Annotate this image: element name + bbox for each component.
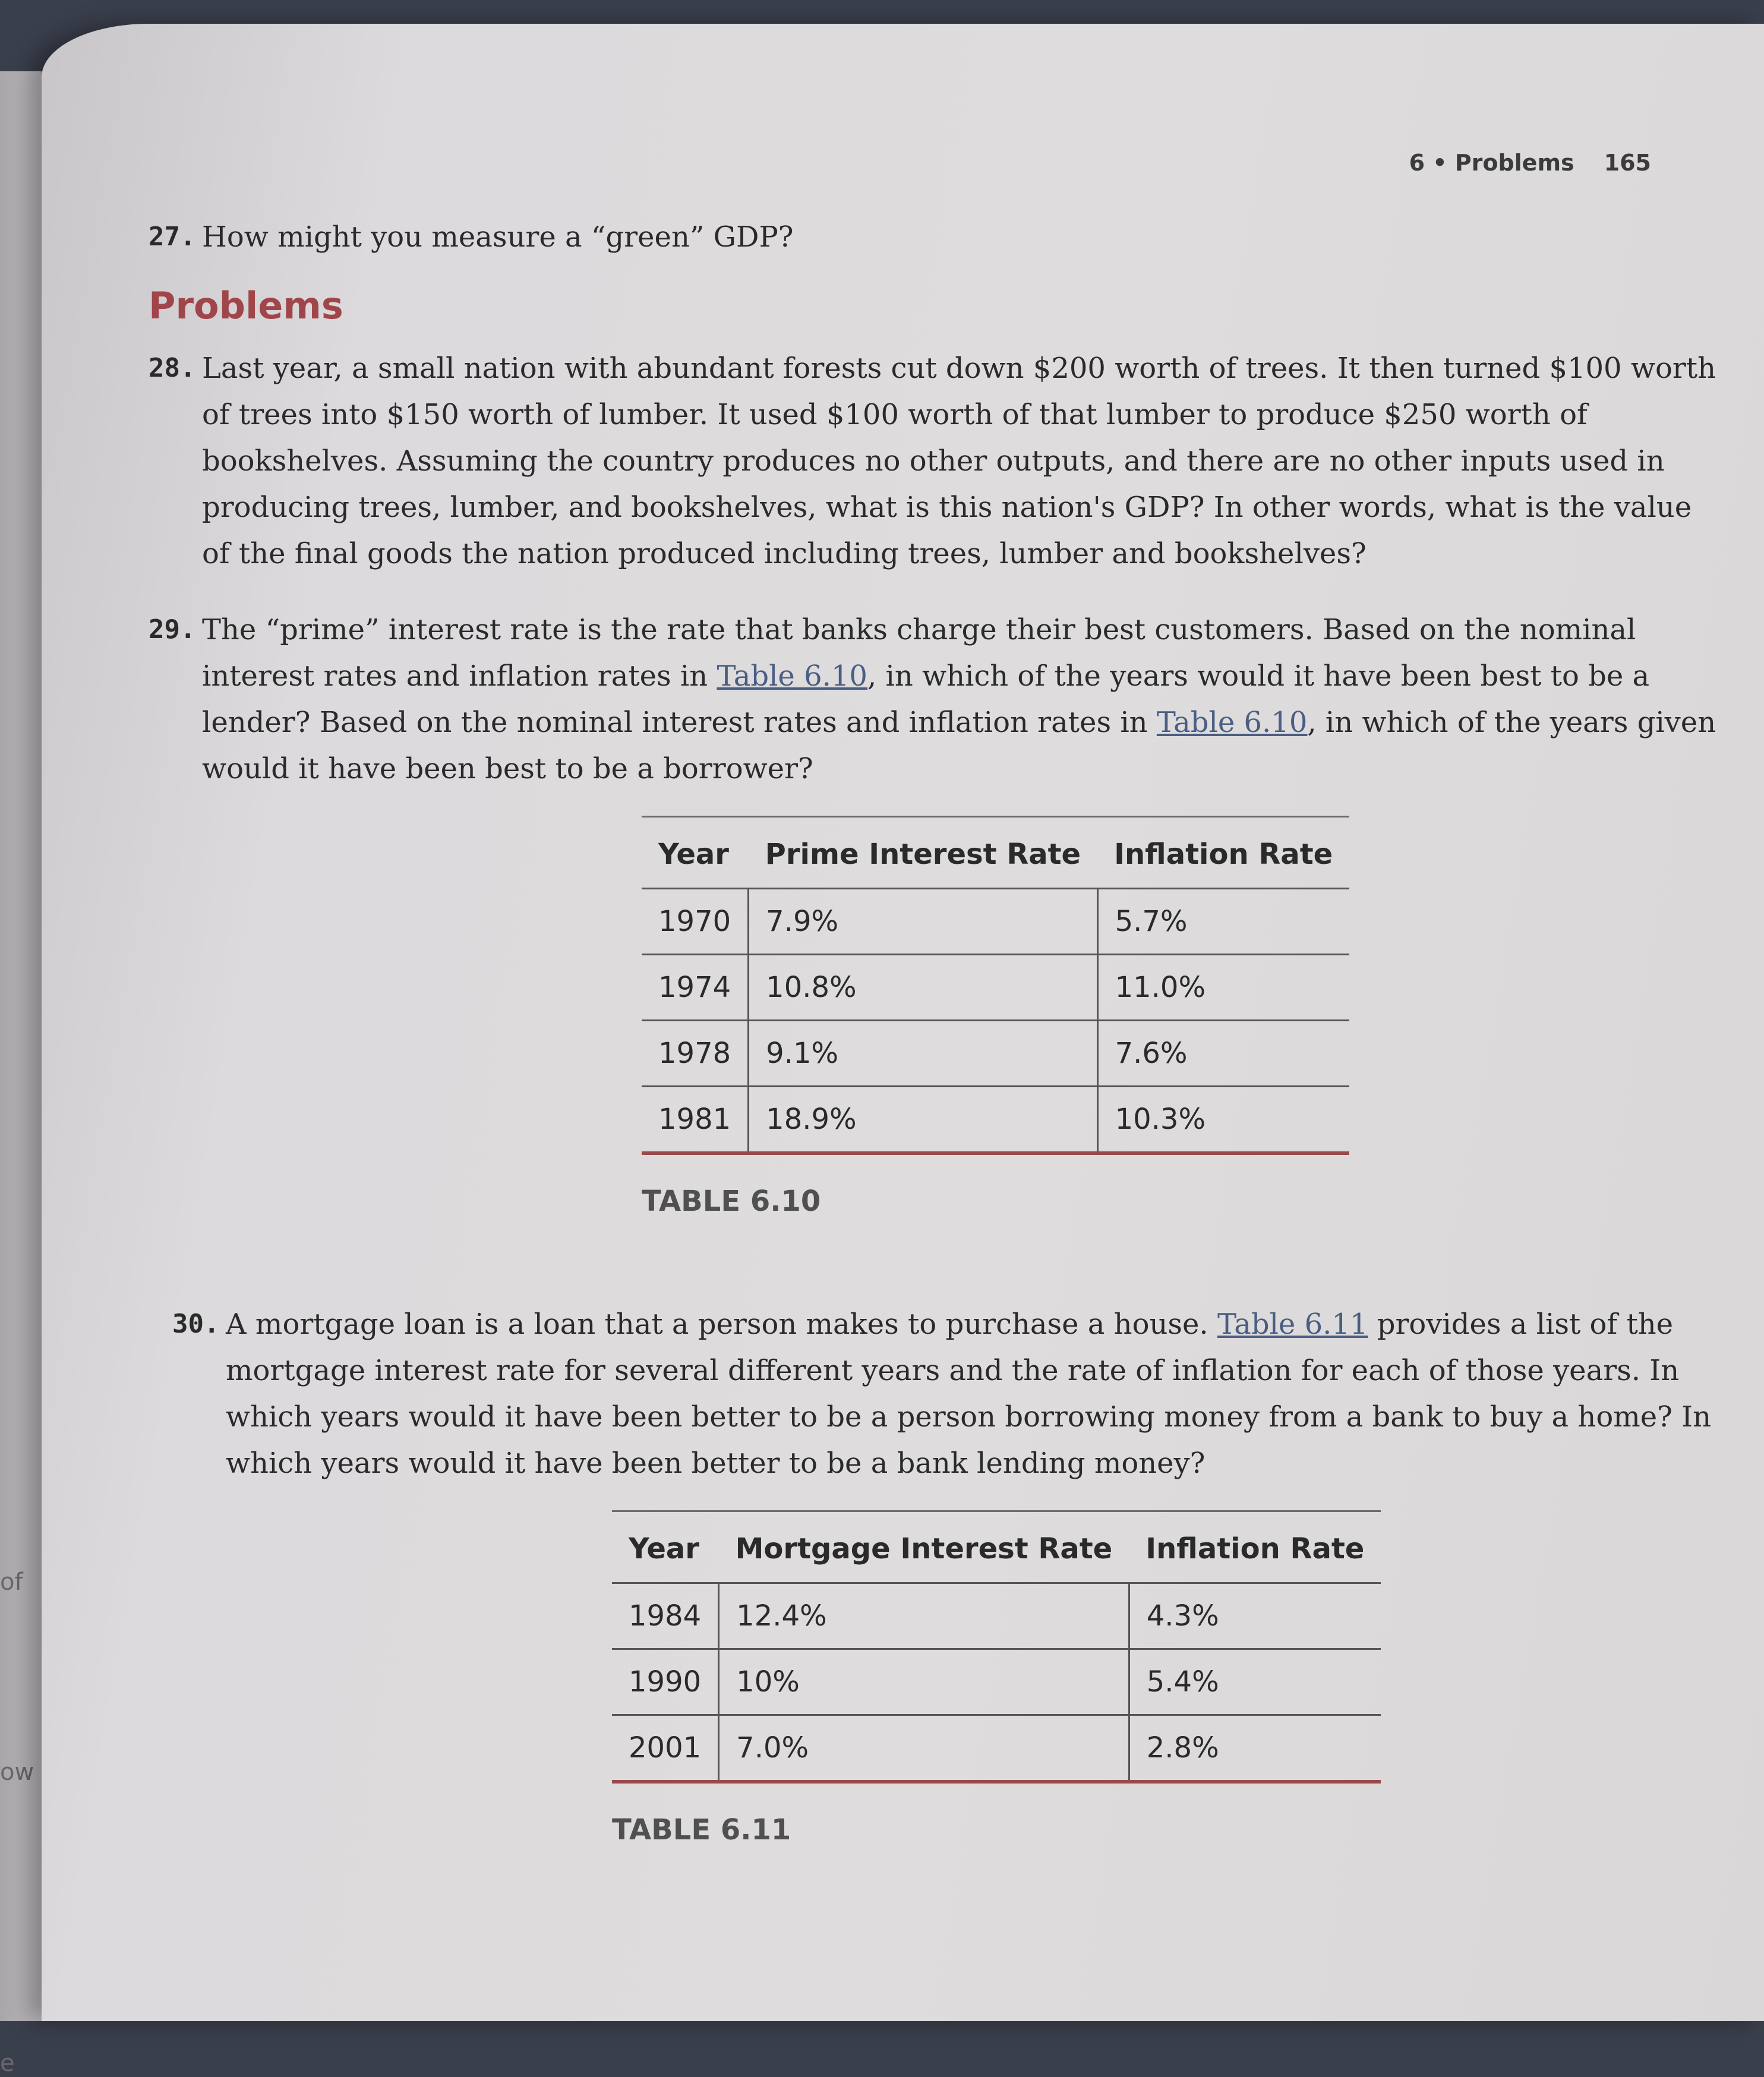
- inflation-rate-cell: 10.3%: [1097, 1087, 1349, 1154]
- table-row: [612, 1715, 1381, 1782]
- question-number: 28.: [149, 353, 196, 383]
- question-text: How might you measure a “green” GDP?: [202, 220, 794, 254]
- table-row: [642, 955, 1349, 1021]
- column-header: Inflation Rate: [1129, 1511, 1381, 1583]
- margin-fragment-1: of: [0, 1568, 23, 1596]
- interest-rate-cell: 12.4%: [719, 1583, 1129, 1649]
- year-cell: 1984: [612, 1583, 719, 1649]
- table-header-row: [642, 817, 1349, 889]
- question-text: Last year, a small nation with abundant forests cut down $200 worth of trees. It then turned $100 worth of trees into $150 worth of lumber. It used $100 worth of that lumber to produce $250 worth of bookshelves. Assuming the country produces no other outputs, and there are no other inputs used in producing trees, lumber, and bookshelves, what is this nation's GDP? In other words, what is the value of the final goods the nation produced including trees, lumber and bookshelves?: [202, 352, 1716, 570]
- question-28: [149, 345, 1717, 577]
- interest-rate-cell: 7.0%: [719, 1715, 1129, 1782]
- table-row: [642, 1087, 1349, 1154]
- table-row: [612, 1649, 1381, 1715]
- inflation-rate-cell: 2.8%: [1129, 1715, 1381, 1782]
- table-row: [612, 1583, 1381, 1649]
- column-header: Mortgage Interest Rate: [719, 1511, 1129, 1583]
- question-number: 30.: [172, 1309, 220, 1339]
- inflation-rate-cell: 4.3%: [1129, 1583, 1381, 1649]
- section-title: Problems: [149, 284, 343, 327]
- question-number: 29.: [149, 614, 196, 645]
- table-6-11-block: [612, 1510, 1717, 1846]
- question-text: The “prime” interest rate is the rate that banks charge their best customers. Based on the nominal interest rates and inflation rates in Table 6.10, in which of the years would it have been best to be a lender? Based on the nominal interest rates and inflation rates in Table 6.10, in which of the years given would it have been best to be a borrower?: [202, 613, 1716, 785]
- book-page: [42, 24, 1764, 2021]
- table-6-10-link[interactable]: Table 6.10: [1156, 706, 1308, 739]
- interest-rate-cell: 9.1%: [749, 1021, 1097, 1087]
- table-6-10-link[interactable]: Table 6.10: [717, 659, 867, 693]
- table-row: [642, 889, 1349, 955]
- year-cell: 2001: [612, 1715, 719, 1782]
- question-27: [149, 214, 1717, 260]
- table-caption: TABLE 6.10: [642, 1185, 821, 1218]
- year-cell: 1981: [642, 1087, 749, 1154]
- page-number: 165: [1604, 150, 1651, 176]
- header-section: 6 • Problems: [1409, 150, 1574, 176]
- year-cell: 1990: [612, 1649, 719, 1715]
- running-header: [1409, 150, 1651, 176]
- column-header: Year: [642, 817, 749, 889]
- table-caption: TABLE 6.11: [612, 1813, 791, 1846]
- page-content: [149, 214, 1717, 1846]
- inflation-rate-cell: 5.4%: [1129, 1649, 1381, 1715]
- table-6-11: [612, 1510, 1381, 1784]
- table-header-row: [612, 1511, 1381, 1583]
- interest-rate-cell: 7.9%: [749, 889, 1097, 955]
- column-header: Year: [612, 1511, 719, 1583]
- question-30: [172, 1301, 1717, 1486]
- margin-fragment-2: ow: [0, 1759, 34, 1786]
- facing-page-edge: [0, 71, 42, 2077]
- interest-rate-cell: 18.9%: [749, 1087, 1097, 1154]
- column-header: Prime Interest Rate: [749, 817, 1097, 889]
- table-6-10: [642, 816, 1349, 1155]
- margin-fragment-3: e: [0, 2050, 15, 2077]
- table-6-10-block: [642, 816, 1717, 1218]
- year-cell: 1974: [642, 955, 749, 1021]
- year-cell: 1978: [642, 1021, 749, 1087]
- year-cell: 1970: [642, 889, 749, 955]
- inflation-rate-cell: 7.6%: [1097, 1021, 1349, 1087]
- table-row: [642, 1021, 1349, 1087]
- question-29: [149, 607, 1717, 792]
- question-text: A mortgage loan is a loan that a person makes to purchase a house. Table 6.11 provides a list of the mortgage interest rate for several different years and the rate of inflation for each of those years. In which years would it have been better to be a person borrowing money from a bank to buy a home? In which years would it have been better to be a bank lending money?: [226, 1308, 1712, 1480]
- interest-rate-cell: 10%: [719, 1649, 1129, 1715]
- question-number: 27.: [149, 222, 196, 252]
- inflation-rate-cell: 5.7%: [1097, 889, 1349, 955]
- table-6-11-link[interactable]: Table 6.11: [1217, 1308, 1368, 1341]
- interest-rate-cell: 10.8%: [749, 955, 1097, 1021]
- column-header: Inflation Rate: [1097, 817, 1349, 889]
- inflation-rate-cell: 11.0%: [1097, 955, 1349, 1021]
